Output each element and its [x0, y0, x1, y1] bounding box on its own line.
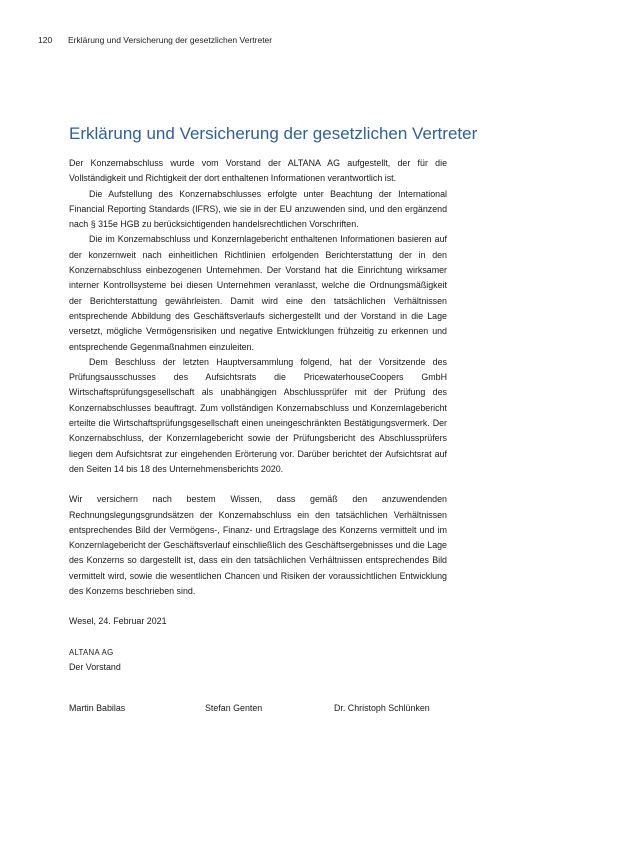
- paragraph-3: Die im Konzernabschluss und Konzernlagebericht enthaltenen Informationen basieren auf der konzernweit nach einheitlichen Richtlinien erfolgenden Berichterstattung der in den Konzernabschluss einbezogenen Unternehmen. Der Vorstand hat die Einrichtung wirksamer interner Kontrollsysteme bei diesen Unternehmen veranlasst, welche die Ordnungsmäßigkeit der Berichterstattung gewährleisten. Damit wird eine den tatsächlichen Verhältnissen entsprechende Abbildung des Geschäftsverlaufs sichergestellt und der Vorstand in die Lage versetzt, mögliche Vermögensrisiken und negative Entwicklungen frühzeitig zu erkennen und entsprechende Gegenmaßnahmen einzuleiten.: [69, 234, 447, 352]
- running-header: [38, 35, 272, 45]
- place-date: Wesel, 24. Februar 2021: [69, 616, 167, 627]
- page-title: Erklärung und Versicherung der gesetzlichen Vertreter: [69, 124, 478, 143]
- running-title: Erklärung und Versicherung der gesetzlichen Vertreter: [68, 35, 273, 45]
- signer-name: Martin Babilas: [69, 703, 126, 713]
- signer-name: Stefan Genten: [205, 703, 263, 713]
- board-label: Der Vorstand: [69, 661, 121, 672]
- document-body: [69, 156, 447, 675]
- paragraph-5: Wir versichern nach bestem Wissen, dass gemäß den anzuwendenden Rechnungslegungsgrundsätzen der Konzernabschluss ein den tatsächlichen Verhältnissen entsprechendes Bild der Vermögens-, Finanz- und Ertragslage des Konzerns vermittelt und im Konzernlagebericht der Geschäftsverlauf einschließlich des Geschäftsergebnisses und die Lage des Konzerns so dargestellt ist, dass ein den tatsächlichen Verhältnissen entsprechendes Bild vermittelt wird, sowie die wesentlichen Chancen und Risiken der voraussichtlichen Entwicklung des Konzerns beschrieben sind.: [69, 494, 447, 597]
- company-name: ALTANA AG: [69, 647, 114, 657]
- page-number: 120: [38, 35, 53, 45]
- paragraph-4: Dem Beschluss der letzten Hauptversammlung folgend, hat der Vorsitzende des Prüfungsausschusses des Aufsichtsrats die PricewaterhouseCoopers GmbH Wirtschaftsprüfungsgesellschaft als unabhängigen Abschlussprüfer mit der Prüfung des Konzernabschlusses beauftragt. Zum vollständigen Konzernabschluss und Konzernlagebericht erteilte die Wirtschaftsprüfungsgesellschaft einen uneingeschränkten Bestätigungsvermerk. Der Konzernabschluss, der Konzernlagebericht sowie der Prüfungsbericht des Abschlussprüfers liegen dem Aufsichtsrat zur eingehenden Erörterung vor. Darüber berichtet der Aufsichtsrat auf den Seiten 14 bis 18 des Unternehmensberichts 2020.: [69, 356, 447, 474]
- signer-name: Dr. Christoph Schlünken: [334, 703, 430, 713]
- paragraph-2: Die Aufstellung des Konzernabschlusses erfolgte unter Beachtung der International Financial Reporting Standards (IFRS), wie sie in der EU anzuwenden sind, und den ergänzend nach § 315e HGB zu berücksichtigenden handelsrechtlichen Vorschriften.: [69, 188, 447, 230]
- paragraph-1: Der Konzernabschluss wurde vom Vorstand der ALTANA AG aufgestellt, der für die Vollständigkeit und Richtigkeit der dort enthaltenen Informationen verantwortlich ist.: [69, 158, 447, 184]
